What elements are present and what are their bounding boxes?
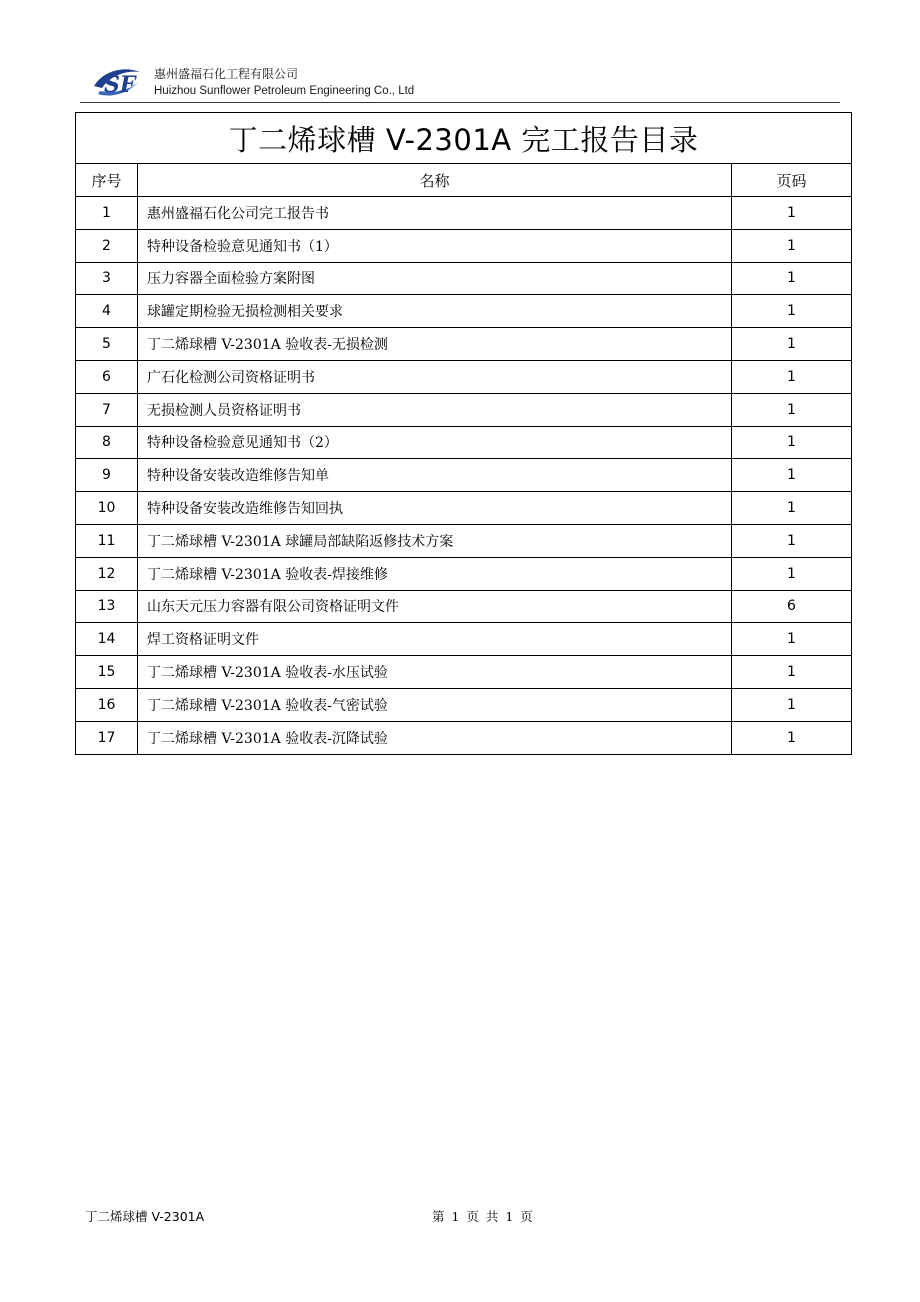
row-page: 1: [732, 721, 852, 754]
row-page: 1: [732, 262, 852, 295]
row-page: 1: [732, 360, 852, 393]
row-page: 1: [732, 328, 852, 361]
row-page: 1: [732, 623, 852, 656]
sf-swirl-logo-icon: [90, 64, 146, 100]
row-page: 1: [732, 426, 852, 459]
row-number: 9: [76, 459, 138, 492]
table-row: [76, 656, 852, 689]
row-page: 1: [732, 459, 852, 492]
row-page: 1: [732, 557, 852, 590]
row-name: 无损检测人员资格证明书: [138, 393, 732, 426]
row-name: 球罐定期检验无损检测相关要求: [138, 295, 732, 328]
row-name: 丁二烯球槽 V-2301A 球罐局部缺陷返修技术方案: [138, 524, 732, 557]
row-name: 广石化检测公司资格证明书: [138, 360, 732, 393]
table-row: [76, 688, 852, 721]
table-row: [76, 623, 852, 656]
row-name: 丁二烯球槽 V-2301A 验收表-焊接维修: [138, 557, 732, 590]
table-row: [76, 295, 852, 328]
company-name-en: Huizhou Sunflower Petroleum Engineering Co., Ltd: [154, 85, 415, 97]
table-row: [76, 459, 852, 492]
row-number: 17: [76, 721, 138, 754]
row-number: 11: [76, 524, 138, 557]
toc-rows: [76, 197, 852, 755]
page-header: [84, 62, 840, 104]
row-name: 惠州盛福石化公司完工报告书: [138, 197, 732, 230]
table-row: [76, 426, 852, 459]
row-number: 12: [76, 557, 138, 590]
column-header-page: 页码: [732, 164, 852, 197]
row-page: 1: [732, 197, 852, 230]
table-row: [76, 360, 852, 393]
footer-document-name: 丁二烯球槽 V-2301A: [85, 1209, 205, 1224]
footer-page-number: 第 1 页 共 1 页: [432, 1209, 533, 1224]
row-name: 丁二烯球槽 V-2301A 验收表-无损检测: [138, 328, 732, 361]
row-name: 焊工资格证明文件: [138, 623, 732, 656]
row-number: 5: [76, 328, 138, 361]
table-row: [76, 721, 852, 754]
row-number: 13: [76, 590, 138, 623]
toc-table: [75, 112, 852, 755]
row-name: 压力容器全面检验方案附图: [138, 262, 732, 295]
table-row: [76, 328, 852, 361]
row-number: 3: [76, 262, 138, 295]
row-name: 丁二烯球槽 V-2301A 验收表-沉降试验: [138, 721, 732, 754]
logo-letters: SF: [104, 72, 136, 98]
row-name: 特种设备安装改造维修告知回执: [138, 492, 732, 525]
table-row: [76, 229, 852, 262]
row-page: 6: [732, 590, 852, 623]
company-name-cn: 惠州盛福石化工程有限公司: [154, 67, 299, 81]
row-name: 丁二烯球槽 V-2301A 验收表-气密试验: [138, 688, 732, 721]
report-title: 丁二烯球槽 V-2301A 完工报告目录: [76, 113, 852, 164]
table-row: [76, 197, 852, 230]
row-name: 特种设备检验意见通知书（1）: [138, 229, 732, 262]
row-name: 山东天元压力容器有限公司资格证明文件: [138, 590, 732, 623]
row-number: 7: [76, 393, 138, 426]
row-number: 6: [76, 360, 138, 393]
table-row: [76, 393, 852, 426]
row-page: 1: [732, 295, 852, 328]
row-number: 8: [76, 426, 138, 459]
row-number: 4: [76, 295, 138, 328]
row-number: 16: [76, 688, 138, 721]
row-number: 10: [76, 492, 138, 525]
row-name: 特种设备检验意见通知书（2）: [138, 426, 732, 459]
row-page: 1: [732, 492, 852, 525]
row-page: 1: [732, 524, 852, 557]
row-number: 15: [76, 656, 138, 689]
column-header-no: 序号: [76, 164, 138, 197]
column-header-name: 名称: [138, 164, 732, 197]
row-name: 丁二烯球槽 V-2301A 验收表-水压试验: [138, 656, 732, 689]
table-row: [76, 557, 852, 590]
table-row: [76, 524, 852, 557]
row-number: 1: [76, 197, 138, 230]
row-page: 1: [732, 656, 852, 689]
row-number: 14: [76, 623, 138, 656]
header-divider: [80, 102, 840, 103]
table-row: [76, 590, 852, 623]
table-row: [76, 492, 852, 525]
table-row: [76, 262, 852, 295]
row-page: 1: [732, 393, 852, 426]
row-name: 特种设备安装改造维修告知单: [138, 459, 732, 492]
row-page: 1: [732, 688, 852, 721]
row-number: 2: [76, 229, 138, 262]
row-page: 1: [732, 229, 852, 262]
